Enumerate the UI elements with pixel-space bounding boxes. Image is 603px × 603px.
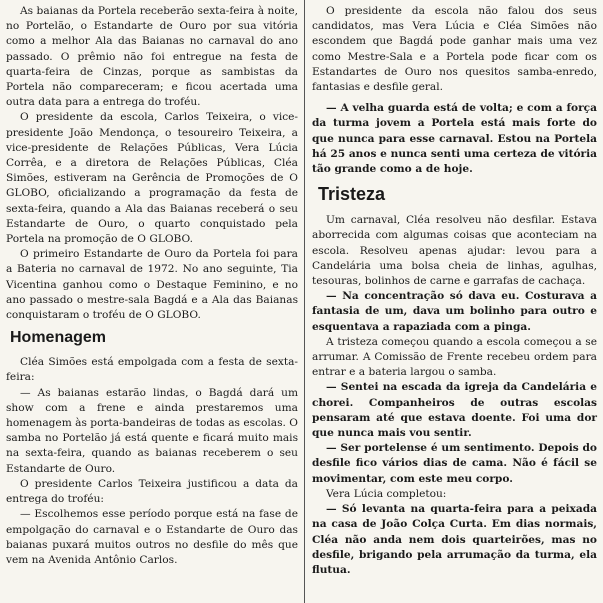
section-heading-homenagem: Homenagem: [10, 329, 107, 347]
article-paragraph: O presidente da escola, Carlos Teixeira, o vice-presidente João Mendonça, o tesoureiro Teixeira, a vice-presidente de Relações Públicas, Vera Lúcia Corrêa, e a diretora de Relações Públicas, Cléa Simões, estiveram na Gerência de Promoções de O GLOBO, oficializando a programação da festa de sexta-feira, quando a Ala das Baianas receberá o seu Estandarte de Ouro, o quarto conquistado pela Portela na promoção de O GLOBO.: [6, 111, 298, 246]
right-column: [312, 4, 597, 578]
quote-paragraph: — Só levanta na quarta-feira para a peixada na casa de João Colça Curta. Em dias normais, Cléa não anda nem dois quarteirões, mas no desfile, brigando pela arrumação da turma, ela flutua.: [312, 503, 597, 576]
quote-paragraph: — Na concentração só dava eu. Costurava a fantasia de um, dava um bolinho para outro e esquentava a rapaziada com a pinga.: [312, 290, 597, 333]
left-column: [6, 4, 298, 568]
article-paragraph: Cléa Simões está empolgada com a festa de sexta-feira:: [6, 356, 298, 384]
article-paragraph: Um carnaval, Cléa resolveu não desfilar. Estava aborrecida com algumas coisas que aconteciam na escola. Resolveu apenas ajudar: levou para a Candelária uma bolsa cheia de linhas, agulhas, tesouras, bolinhos de carne e garrafas de cachaça.: [312, 214, 597, 288]
column-divider: [304, 0, 305, 603]
article-paragraph: O presidente Carlos Teixeira justificou a data da entrega do troféu:: [6, 477, 298, 506]
article-paragraph: — As baianas estarão lindas, o Bagdá dará um show com a frene e ainda prestaremos uma homenagem às porta-bandeiras de todas as escolas. O samba no Portelão já está quente e ficará muito mais na sexta-feira, quando as baianas receberem o seu Estandarte de Ouro.: [6, 386, 298, 475]
article-paragraph: A tristeza começou quando a escola começou a se arrumar. A Comissão de Frente recebeu ordem para entrar e a bateria largou o samba.: [312, 335, 597, 379]
article-paragraph: Vera Lúcia completou:: [326, 487, 447, 500]
bold-quote: — A velha guarda está de volta; e com a força da turma jovem a Portela está mais forte do que nunca para esse carnaval. Estou na Portela há 25 anos e nunca senti uma certeza de vitória tão grande como a de hoje.: [312, 102, 597, 176]
section-heading-tristeza: Tristeza: [318, 184, 386, 205]
article-paragraph: O presidente da escola não falou dos seus candidatos, mas Vera Lúcia e Cléa Simões não escondem que Bagdá pode ganhar mais uma vez como Mestre-Sala e a Portela pode ficar com os Estandartes de Ouro nos quesitos samba-enredo, fantasias e desfile geral.: [312, 5, 597, 94]
article-paragraph: O primeiro Estandarte de Ouro da Portela foi para a Bateria no carnaval de 1972. No ano seguinte, Tia Vicentina ganhou como o Destaque Feminino, e no ano passado o mestre-sala Bagdá e a Ala das Baianas conquistaram o troféu de O GLOBO.: [6, 248, 298, 322]
article-paragraph: As baianas da Portela receberão sexta-feira à noite, no Portelão, o Estandarte de Ouro por sua vitória como a melhor Ala das Baianas no carnaval do ano passado. O prêmio não foi entregue na festa de quarta-feira de Cinzas, porque as sambistas da Portela não compareceram; e ficou acertada uma outra data para a entrega do troféu.: [6, 5, 298, 109]
article-paragraph: — Escolhemos esse período porque está na fase de empolgação do carnaval e o Estandarte de Ouro das baianas puxará muitos outros no desfile do mês que vem na Avenida Antônio Carlos.: [6, 508, 298, 566]
quote-paragraph: — Sentei na escada da igreja da Candelária e chorei. Companheiros de outras escolas pensaram até que estava doente. Foi uma dor que nunca mais vou sentir.: [312, 381, 597, 440]
quote-paragraph: — Ser portelense é um sentimento. Depois do desfile fico vários dias de cama. Não é fácil se movimentar, com este meu corpo.: [312, 442, 597, 485]
